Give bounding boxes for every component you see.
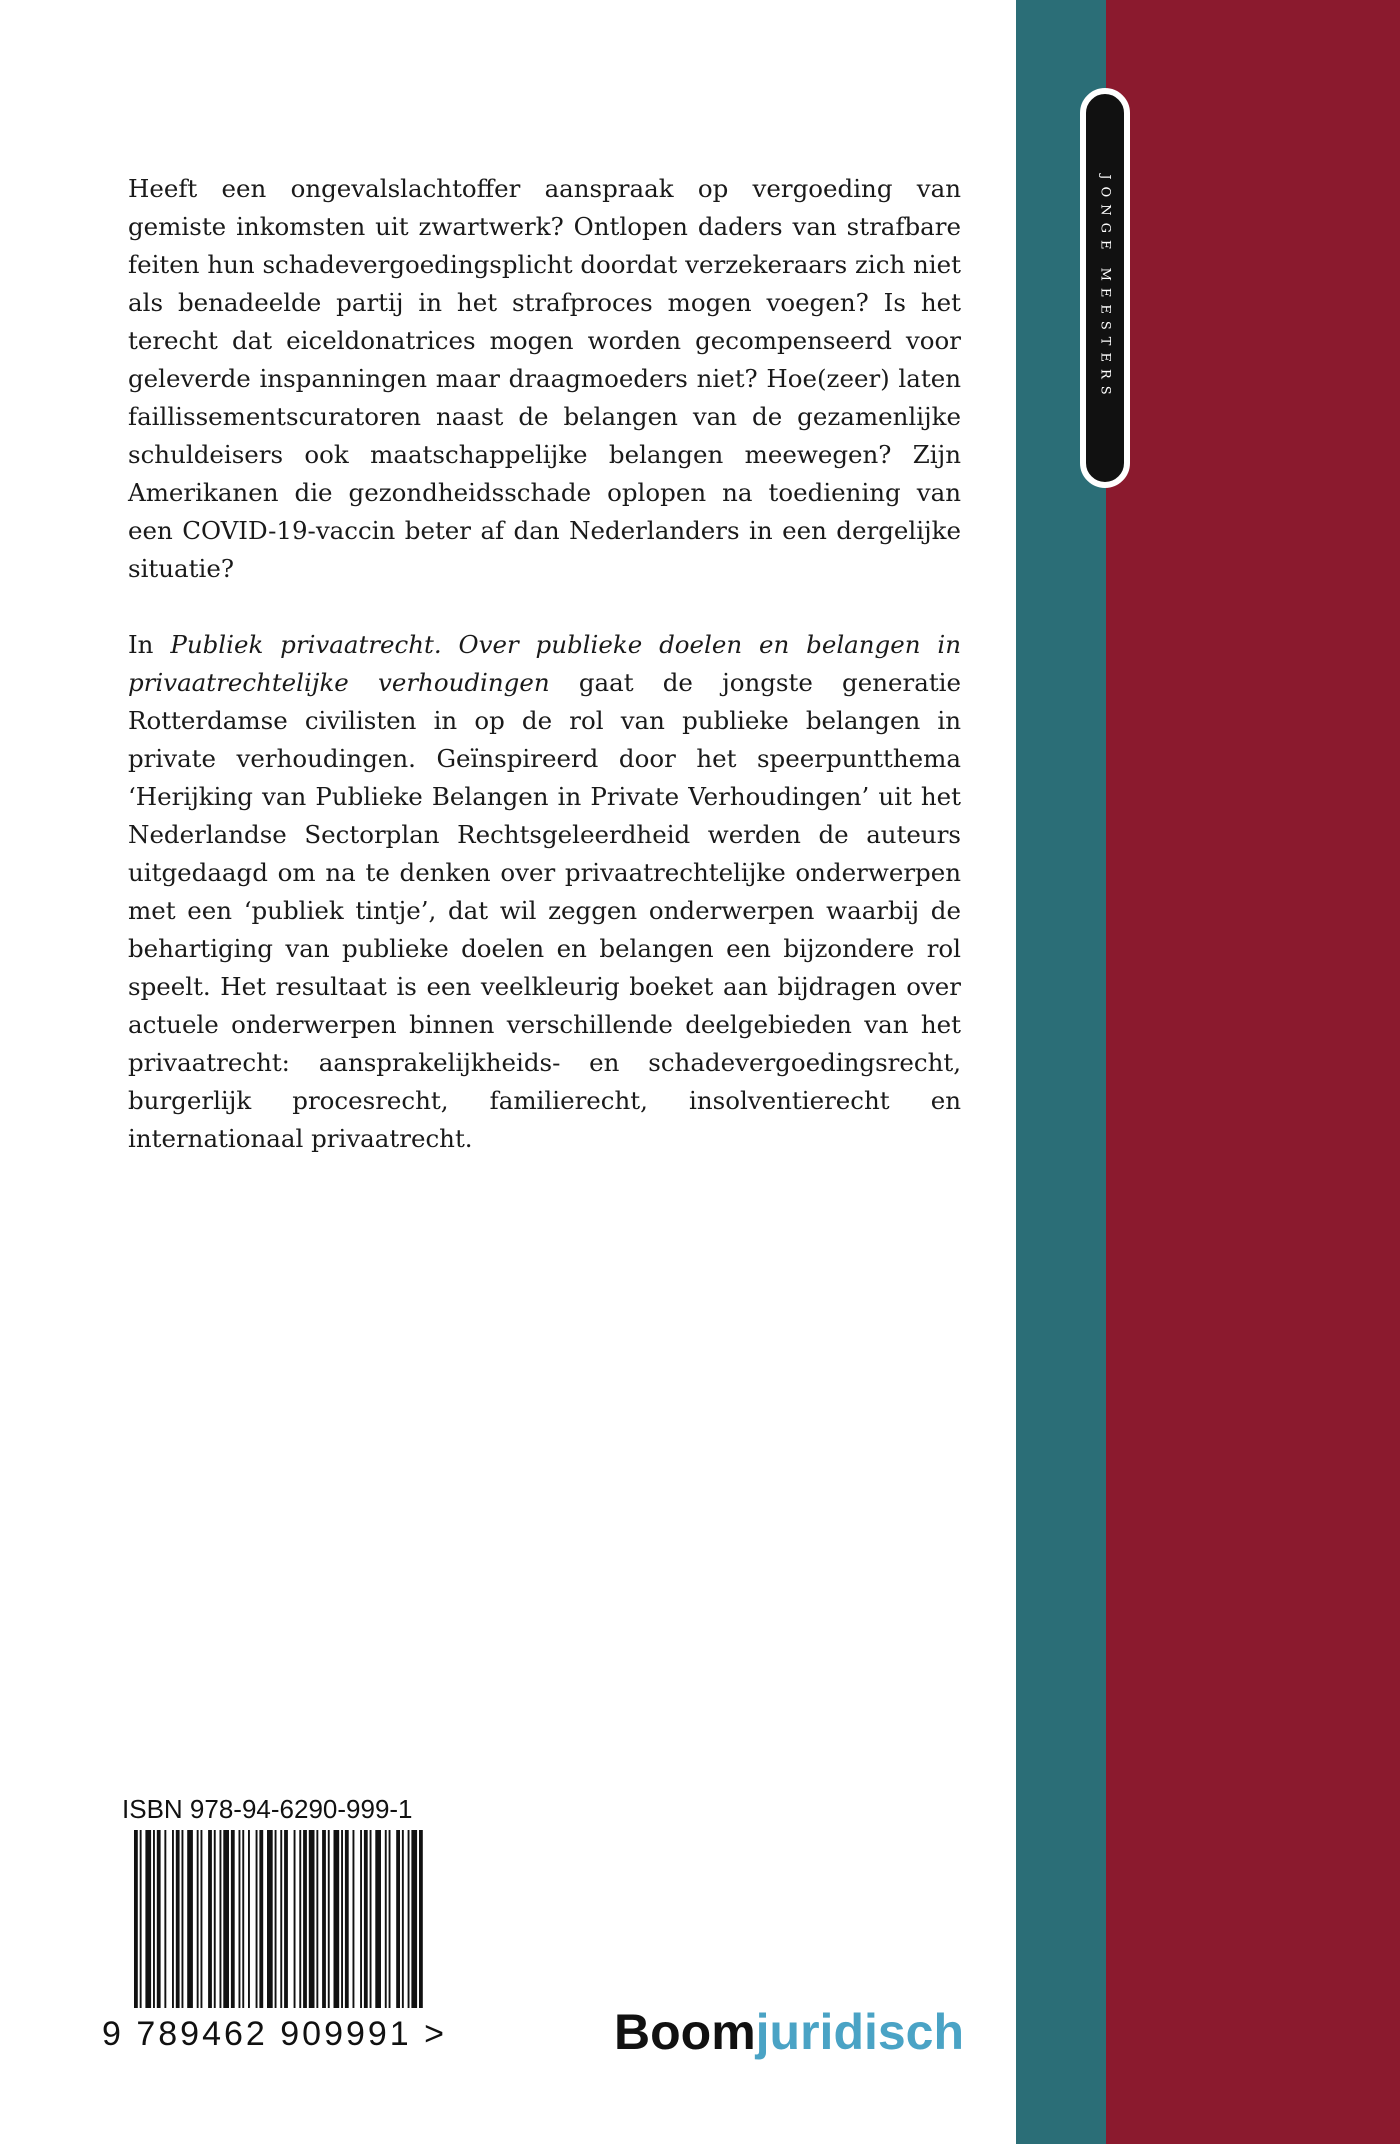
barcode-digits: 9 789462 909991 > <box>102 2015 448 2053</box>
barcode-bar <box>294 1830 296 2008</box>
barcode-bar <box>341 1830 343 2008</box>
barcode-bar <box>256 1830 258 2008</box>
barcode-bar <box>375 1830 381 2008</box>
publisher-logo-juridisch: juridisch <box>755 2004 965 2060</box>
isbn-label: ISBN 978-94-6290-999-1 <box>122 1794 413 1824</box>
barcode-bar <box>402 1830 404 2008</box>
barcode-bar <box>242 1830 244 2008</box>
barcode-bar <box>411 1830 417 2008</box>
barcode-bar <box>187 1830 193 2008</box>
barcode-bar <box>328 1830 330 2008</box>
barcode-bar <box>248 1830 250 2008</box>
barcode-bar <box>201 1830 203 2008</box>
barcode-bar <box>182 1830 184 2008</box>
barcode-bar <box>197 1830 199 2008</box>
barcode-bar <box>259 1830 263 2008</box>
barcode-bar <box>140 1830 142 2008</box>
book-title-italic: Publiek privaatrecht. Over publieke doelen en belangen in privaatrechtelijke verhoudingen <box>128 630 962 697</box>
barcode-bar <box>275 1830 277 2008</box>
barcode-bar <box>299 1830 301 2008</box>
barcode-bar <box>239 1830 241 2008</box>
barcode-bar <box>419 1830 423 2008</box>
barcode-bar <box>145 1830 151 2008</box>
barcode-bar <box>396 1830 400 2008</box>
barcode-bar <box>389 1830 391 2008</box>
barcode-bar <box>408 1830 410 2008</box>
publisher-logo <box>614 2003 964 2061</box>
barcode-bar <box>223 1830 229 2008</box>
barcode-bar <box>284 1830 288 2008</box>
publisher-logo-boom: Boom <box>614 2004 756 2060</box>
barcode-bar <box>220 1830 222 2008</box>
barcode-bar <box>303 1830 307 2008</box>
barcode-bar <box>334 1830 340 2008</box>
barcode-bar <box>345 1830 349 2008</box>
barcode-bar <box>153 1830 155 2008</box>
barcode-bar <box>208 1830 212 2008</box>
barcode-bar <box>385 1830 387 2008</box>
barcode <box>130 1830 430 2008</box>
barcode-bar <box>370 1830 372 2008</box>
barcode-bar <box>316 1830 318 2008</box>
barcode-bar <box>280 1830 282 2008</box>
barcode-bar <box>364 1830 368 2008</box>
barcode-bar <box>322 1830 326 2008</box>
blurb-paragraph-1: Heeft een ongevalslachtoffer aanspraak op vergoeding van gemiste inkomsten uit zwartwerk? Ontlopen daders van strafbare feiten hun schadevergoedingsplicht doordat verzekeraars zich niet als benadeelde partij in het strafproces mogen voegen? Is het terecht dat eiceldonatrices mogen worden gecompenseerd voor geleverde inspanningen maar draagmoeders niet? Hoe(zeer) laten faillissementscuratoren naast de belangen van de gezamenlijke schuldeisers ook maatschappelijke belangen meewegen? Zijn Amerikanen die gezondheidsschade oplopen na toediening van een COVID-19-vaccin beter af dan Nederlanders in een dergelijke situatie? <box>128 174 961 583</box>
blurb-paragraph-2 <box>128 626 961 1158</box>
barcode-bar <box>176 1830 180 2008</box>
back-cover-blurb <box>128 170 961 1196</box>
barcode-bar <box>309 1830 315 2008</box>
blurb-paragraph-2-intro: In <box>128 630 171 659</box>
series-label: JONGE MEESTERS <box>1097 174 1113 402</box>
barcode-bar <box>157 1830 161 2008</box>
barcode-bar <box>134 1830 138 2008</box>
series-badge <box>1080 88 1130 488</box>
barcode-bar <box>164 1830 166 2008</box>
barcode-bar <box>360 1830 362 2008</box>
barcode-bar <box>214 1830 216 2008</box>
barcode-bar <box>231 1830 235 2008</box>
barcode-bar <box>172 1830 174 2008</box>
barcode-bar <box>353 1830 355 2008</box>
barcode-bar <box>267 1830 273 2008</box>
front-cover-red-panel <box>1106 0 1400 2144</box>
blurb-paragraph-2-body: gaat de jongste generatie Rotterdamse civilisten in op de rol van publieke belangen in private verhoudingen. Geïnspireerd door het speerpuntthema ‘Herijking van Publieke Belangen in Private Verhoudingen’ uit het Nederlandse Sectorplan Rechtsgeleerdheid werden de auteurs uitgedaagd om na te denken over privaatrechtelijke onderwerpen met een ‘publiek tintje’, dat wil zeggen onderwerpen waarbij de behartiging van publieke doelen en belangen een bijzondere rol speelt. Het resultaat is een veelkleurig boeket aan bijdragen over actuele onderwerpen binnen verschillende deelgebieden van het privaatrecht: aansprakelijkheids- en schadevergoedingsrecht, burgerlijk procesrecht, familierecht, insolventierecht en internationaal privaatrecht. <box>128 668 961 1153</box>
